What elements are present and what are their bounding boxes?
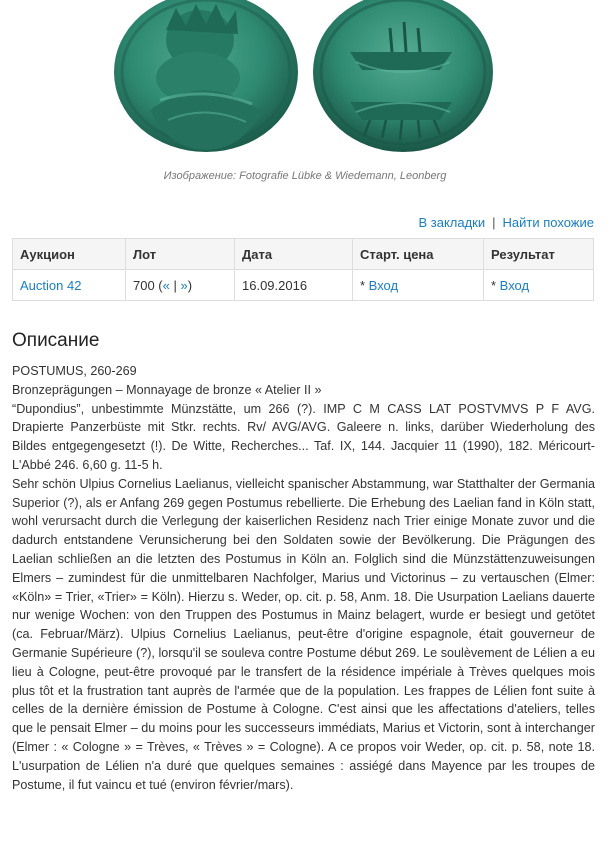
header-auction: Аукцион bbox=[13, 239, 126, 270]
auction-link[interactable]: Auction 42 bbox=[20, 277, 82, 293]
actions-bar bbox=[418, 215, 594, 230]
header-date: Дата bbox=[235, 239, 353, 270]
result-prefix: * bbox=[491, 277, 500, 293]
coin-photo bbox=[0, 0, 610, 160]
cell-result bbox=[484, 270, 594, 301]
cell-lot bbox=[126, 270, 235, 301]
find-similar-link[interactable]: Найти похожие bbox=[502, 215, 594, 230]
description-heading: Описание bbox=[12, 330, 100, 351]
cell-auction bbox=[13, 270, 126, 301]
description-commentary: Sehr schön Ulpius Cornelius Laelianus, vielleicht spanischer Abstammung, war Statthalter der Germania Superior (?), als er Anfang 269 gegen Postumus rebellierte. Die Erhebung des Laelian fand in Köln statt, wohl verursacht durch die Verlegung der kaiserlichen Residenz nach Trier einige Monate zuvor und die dadurch entstandene Verunsicherung bei den Soldaten sowie der Bevölkerung. Die Prägungen des Laelian schließen an die letzten des Postumus in Köln an. Folglich sind die Münzstättenzuweisungen Elmers – zumindest für die unmittelbaren Nachfolger, Marius und Victorinus – zu vertauschen (Elmer: «Köln» = Trier, «Trier» = Köln). Hierzu s. Weder, op. cit. p. 58, Anm. 18. Die Usurpation Laelians dauerte nur wenige Wochen: von den Truppen des Postumus in Mainz belagert, wurde er besiegt und getötet (ca. Februar/März). Ulpius Cornelius Laelianus, peut-être d'origine espagnole, était gouverneur de Germanie Supérieure (?), lorsqu'il se souleva contre Postume début 269. Le soulèvement de Lélien a eu lieu à Cologne, peut-être provoqué par le transfert de la résidence impériale à Trèves quelques mois plus tôt et la frustration tant auprès de l'armée que de la population. Les frappes de Lélien font suite à celles de la dernière émission de Postume à Cologne. C'est ainsi que les affectations d'ateliers, telles que le pensait Elmer – du moins pour les successeurs immédiats, Marius et Victorin, sont à interchanger (Elmer : « Cologne » = Trèves, « Trèves » = Cologne). A ce propos voir Weder, op. cit. p. 58, note 18. L'usurpation de Lélien n'a duré que quelques semaines : assiégé dans Mayence par les troupes de Postume, il fut vaincu et tué (environ février/mars). bbox=[12, 476, 595, 792]
lot-number: 700 ( bbox=[133, 277, 163, 293]
start-price-login-link[interactable]: Вход bbox=[368, 277, 399, 293]
description-ruler: POSTUMUS, 260-269 bbox=[12, 364, 137, 378]
description-coin-text: “Dupondius”, unbestimmte Münzstätte, um 266 (?). IMP C M CASS LAT POSTVMVS P F AVG. Drapierte Panzerbüste mit Stkr. rechts. Rv/ AVG/AVG. Galeere n. links, darüber Wiederholung des Bildes entgegengesetzt (!). De Witte, Recherches... Taf. IX, 144. Jacquier 11 (1990), 182. Méricourt-L'Abbé 246. 6,60 g. 11-5 h. bbox=[12, 401, 595, 472]
cell-date: 16.09.2016 bbox=[235, 270, 353, 301]
start-price-prefix: * bbox=[360, 277, 369, 293]
header-result: Результат bbox=[484, 239, 594, 270]
lot-close-paren: ) bbox=[187, 277, 193, 293]
prev-lot-link[interactable]: « bbox=[162, 277, 170, 293]
image-caption: Изображение: Fotografie Lübke & Wiedemann, Leonberg bbox=[163, 170, 447, 182]
header-start-price: Старт. цена bbox=[353, 239, 484, 270]
table-header-row bbox=[13, 239, 594, 270]
result-login-link[interactable]: Вход bbox=[499, 277, 530, 293]
coin-obverse bbox=[114, 0, 298, 152]
description-body bbox=[12, 362, 595, 794]
next-lot-link[interactable]: » bbox=[180, 277, 188, 293]
coin-image[interactable] bbox=[0, 0, 610, 160]
header-lot: Лот bbox=[126, 239, 235, 270]
description-series: Bronzeprägungen – Monnayage de bronze « Atelier II » bbox=[12, 382, 322, 397]
bookmark-link[interactable]: В закладки bbox=[418, 215, 486, 230]
actions-separator: | bbox=[492, 215, 496, 230]
auction-table bbox=[12, 238, 594, 301]
table-row bbox=[13, 270, 594, 301]
lot-nav-separator: | bbox=[169, 277, 181, 293]
coin-reverse bbox=[313, 0, 493, 152]
cell-start-price bbox=[353, 270, 484, 301]
